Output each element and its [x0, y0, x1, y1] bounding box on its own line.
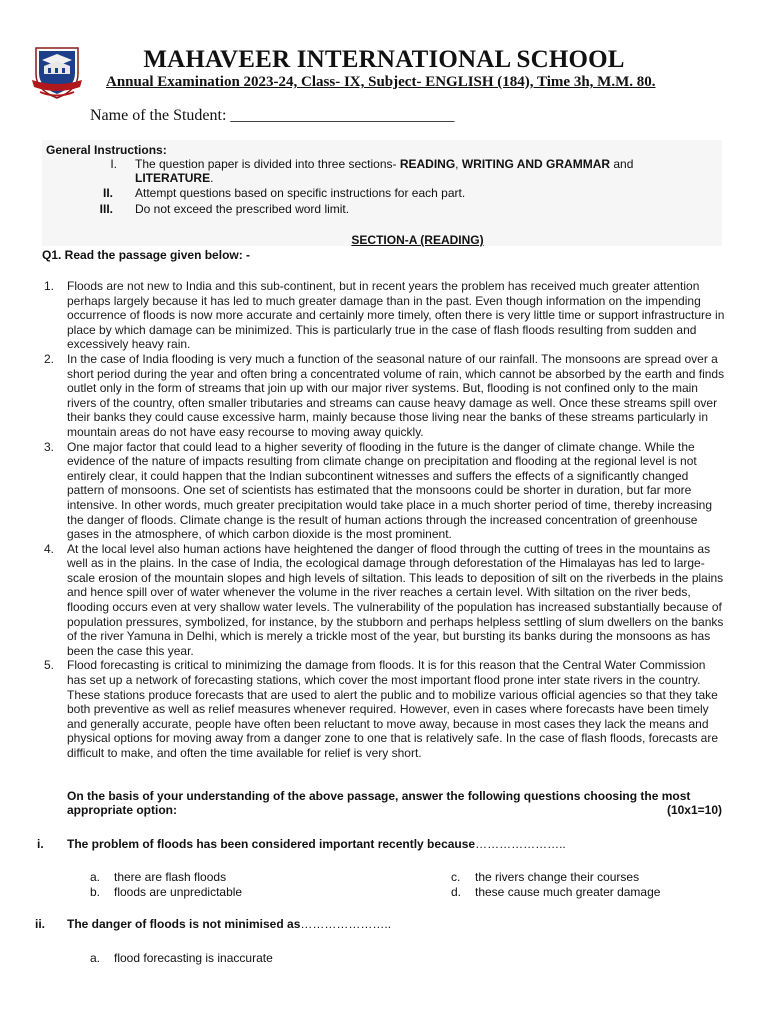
instruction-number: I.	[110, 157, 117, 171]
answer-option[interactable]: b. floods are unpredictable	[90, 885, 243, 899]
exam-details: Annual Examination 2023-24, Class- IX, Subject- ENGLISH (184), Time 3h, M.M. 80.	[106, 74, 656, 90]
section-heading: SECTION-A (READING)	[351, 233, 484, 247]
student-name-field[interactable]: Name of the Student: ____________________________	[90, 107, 455, 124]
passage-paragraph: 4. At the local level also human actions have heightened the danger of flood through the cutting of trees in the mountains as well as in the plains. In the case of India, the ecological damage through deforestation of the Himalayas has led to large-scale erosion of the mountain slopes and high levels of siltation. This leads to deposition of silt on the riverbeds in the plains and hence spill over of water whenever the volume in the river reaches a certain level. With siltation on the river beds, flooding occurs even at very shallow water levels. The vulnerability of the population has increased substantially because of population pressures, symbolized, for instance, by the stubborn and perhaps helpless settling of slum dwellers on the banks of the river Yamuna in Delhi, which is merely a trickle most of the year, but bursting its banks during the monsoons as has been the case this year.	[44, 541, 724, 658]
answer-direction: On the basis of your understanding of the above passage, answer the following questions choosing the most appropriate option: (10x1=10)	[67, 789, 722, 817]
question-text: The problem of floods has been considered important recently because…………………..	[67, 837, 566, 851]
instructions-heading: General Instructions:	[46, 143, 167, 157]
instruction-item: Do not exceed the prescribed word limit.	[135, 202, 350, 216]
school-name: MAHAVEER INTERNATIONAL SCHOOL	[143, 46, 625, 73]
answer-option[interactable]: c. the rivers change their courses	[451, 870, 640, 884]
question-text: The danger of floods is not minimised as…………………..	[67, 917, 392, 931]
passage-paragraph: 1. Floods are not new to India and this sub-continent, but in recent years the problem has received much greater attention perhaps largely because it has led to much greater damage than in the past. Even though information on the impending occurrence of floods is now more accurate and certainly more timely, often there is very little time or support infrastructure in place by which damage can be minimized. This is particularly true in the case of flash floods resulting from sudden and excessively heavy rain.	[44, 279, 725, 352]
instruction-item: Attempt questions based on specific instructions for each part.	[135, 186, 466, 200]
answer-option[interactable]: a. flood forecasting is inaccurate	[90, 951, 273, 965]
marks-label: (10x1=10)	[666, 803, 722, 817]
question-number: ii.	[35, 917, 46, 931]
passage-paragraph: 2. In the case of India flooding is very much a function of the seasonal nature of our rainfall. The monsoons are spread over a short period during the year and often bring a concentrated volume of rain, which cannot be absorbed by the earth and finds outlet only in the form of streams that join up with our major river systems. But, flooding is not confined only to the main rivers of the country, often smaller tributaries and streams can cause heavy damage as well. Once these streams spill over their banks they could cause excessive harm, mainly because those living near the banks of these streams particularly in mountain areas do not have easy recourse to moving away quickly.	[44, 351, 725, 439]
instruction-number: II.	[102, 186, 113, 200]
question-number: i.	[37, 837, 44, 851]
instruction-number: III.	[99, 202, 113, 216]
instruction-item: The question paper is divided into three sections- READING, WRITING AND GRAMMAR and LITERATURE.	[135, 157, 634, 185]
answer-option[interactable]: a. there are flash floods	[90, 870, 227, 884]
answer-option[interactable]: d. these cause much greater damage	[451, 885, 661, 899]
question-heading: Q1. Read the passage given below: -	[42, 248, 251, 262]
passage-paragraph: 3. One major factor that could lead to a higher severity of flooding in the future is the danger of climate change. While the evidence of the nature of impacts resulting from climate change on precipitation and flooding at the regional level is not entirely clear, it could happen that the Indian subcontinent witnesses and suffers the effects of a significantly changed pattern of monsoons. One set of scientists has estimated that the monsoons could be shorter in duration, but far more intensive. In other words, much greater precipitation would take place in a much shorter period of time, thereby increasing the danger of floods. Climate change is the result of human actions through the increased concentration of greenhouse gases in the atmosphere, of which carbon dioxide is the most prominent.	[44, 439, 712, 542]
reading-passage	[44, 279, 726, 761]
passage-paragraph: 5. Flood forecasting is critical to minimizing the damage from floods. It is for this reason that the Central Water Commission has set up a network of forecasting stations, which cover the most important flood prone inter state rivers in the country. These stations produce forecasts that are used to alert the public and to mobilize various official agencies so that they take both preventive as well as relief measures whenever required. However, even in cases where forecasts have been timely and generally accurate, people have often been reluctant to move away, because in most cases they lack the means and physical options for moving away from a danger zone to one that is relatively safe. In the case of flash floods, forecasts are difficult to make, and often the time available for relief is very short.	[44, 658, 719, 760]
